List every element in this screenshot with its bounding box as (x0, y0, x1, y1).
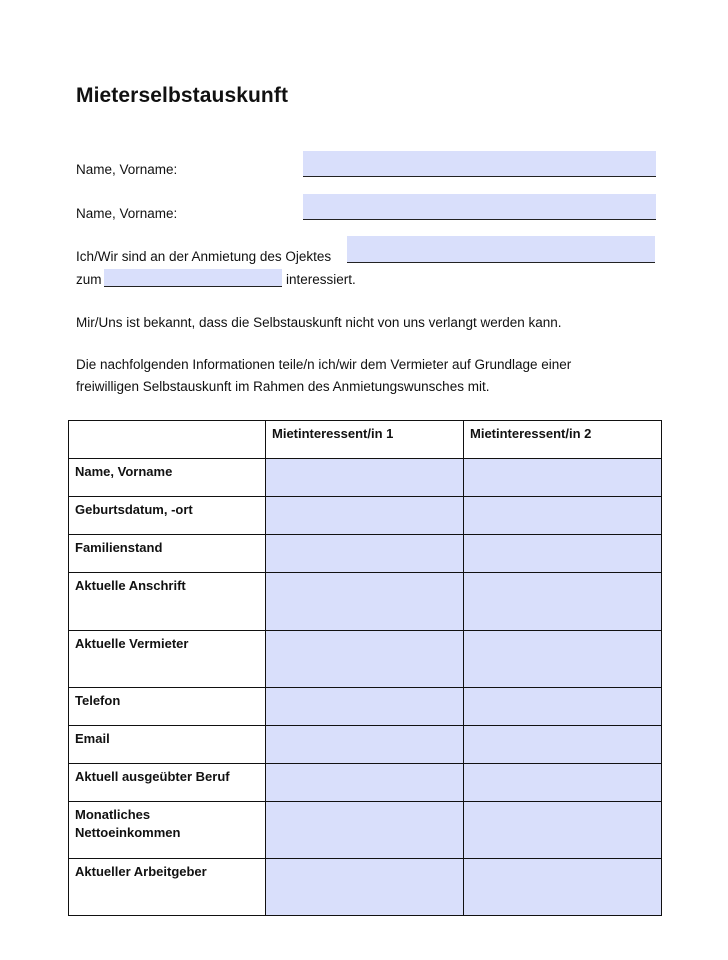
table-header-applicant-1: Mietinteressent/in 1 (266, 421, 464, 459)
table-row (69, 573, 662, 631)
row-label-landlord: Aktuelle Vermieter (69, 631, 266, 688)
row-label-address: Aktuelle Anschrift (69, 573, 266, 631)
info-line-2: freiwilligen Selbstauskunft im Rahmen des Anmietungswunsches mit. (76, 379, 490, 394)
row-label-name: Name, Vorname (69, 459, 266, 497)
table-row (69, 764, 662, 802)
applicant-table (68, 420, 662, 916)
page-title: Mieterselbstauskunft (76, 84, 289, 107)
applicant-1-phone-field[interactable] (266, 688, 464, 726)
applicant-1-address-field[interactable] (266, 573, 464, 631)
applicant-2-phone-field[interactable] (464, 688, 662, 726)
applicant-2-marital-field[interactable] (464, 535, 662, 573)
applicant-1-income-field[interactable] (266, 802, 464, 859)
table-header-empty (69, 421, 266, 459)
row-label-marital-status: Familienstand (69, 535, 266, 573)
row-label-occupation: Aktuell ausgeübter Beruf (69, 764, 266, 802)
table-row (69, 631, 662, 688)
row-label-income (69, 802, 266, 859)
table-row (69, 859, 662, 916)
table-row (69, 497, 662, 535)
applicant-1-name-field[interactable] (266, 459, 464, 497)
info-line-1: Die nachfolgenden Informationen teile/n ich/wir dem Vermieter auf Grundlage einer (76, 357, 572, 372)
interessiert-label: interessiert. (286, 272, 356, 287)
notice-text: Mir/Uns ist bekannt, dass die Selbstauskunft nicht von uns verlangt werden kann. (76, 315, 562, 330)
applicant-2-email-field[interactable] (464, 726, 662, 764)
table-header-row (69, 421, 662, 459)
applicant-2-income-field[interactable] (464, 802, 662, 859)
row-label-birth: Geburtsdatum, -ort (69, 497, 266, 535)
table-row (69, 535, 662, 573)
row-label-phone: Telefon (69, 688, 266, 726)
name-field-1[interactable] (303, 151, 656, 177)
applicant-1-marital-field[interactable] (266, 535, 464, 573)
applicant-1-landlord-field[interactable] (266, 631, 464, 688)
applicant-2-address-field[interactable] (464, 573, 662, 631)
applicant-2-employer-field[interactable] (464, 859, 662, 916)
row-label-email: Email (69, 726, 266, 764)
applicant-2-occupation-field[interactable] (464, 764, 662, 802)
applicant-2-birth-field[interactable] (464, 497, 662, 535)
applicant-2-name-field[interactable] (464, 459, 662, 497)
row-label-employer: Aktueller Arbeitgeber (69, 859, 266, 916)
object-field[interactable] (347, 236, 655, 263)
table-row (69, 688, 662, 726)
table-header-applicant-2: Mietinteressent/in 2 (464, 421, 662, 459)
row-label-income-line-2: Nettoeinkommen (75, 825, 181, 840)
zum-label: zum (76, 272, 102, 287)
name-label-1: Name, Vorname: (76, 162, 178, 177)
name-label-2: Name, Vorname: (76, 206, 178, 221)
applicant-1-email-field[interactable] (266, 726, 464, 764)
name-field-2[interactable] (303, 194, 656, 220)
table-row (69, 802, 662, 859)
applicant-1-birth-field[interactable] (266, 497, 464, 535)
row-label-income-line-1: Monatliches (75, 807, 151, 822)
object-label: Ich/Wir sind an der Anmietung des Ojektes (76, 249, 332, 264)
date-field[interactable] (104, 269, 282, 287)
applicant-1-employer-field[interactable] (266, 859, 464, 916)
table-row (69, 726, 662, 764)
table-row (69, 459, 662, 497)
applicant-2-landlord-field[interactable] (464, 631, 662, 688)
applicant-1-occupation-field[interactable] (266, 764, 464, 802)
